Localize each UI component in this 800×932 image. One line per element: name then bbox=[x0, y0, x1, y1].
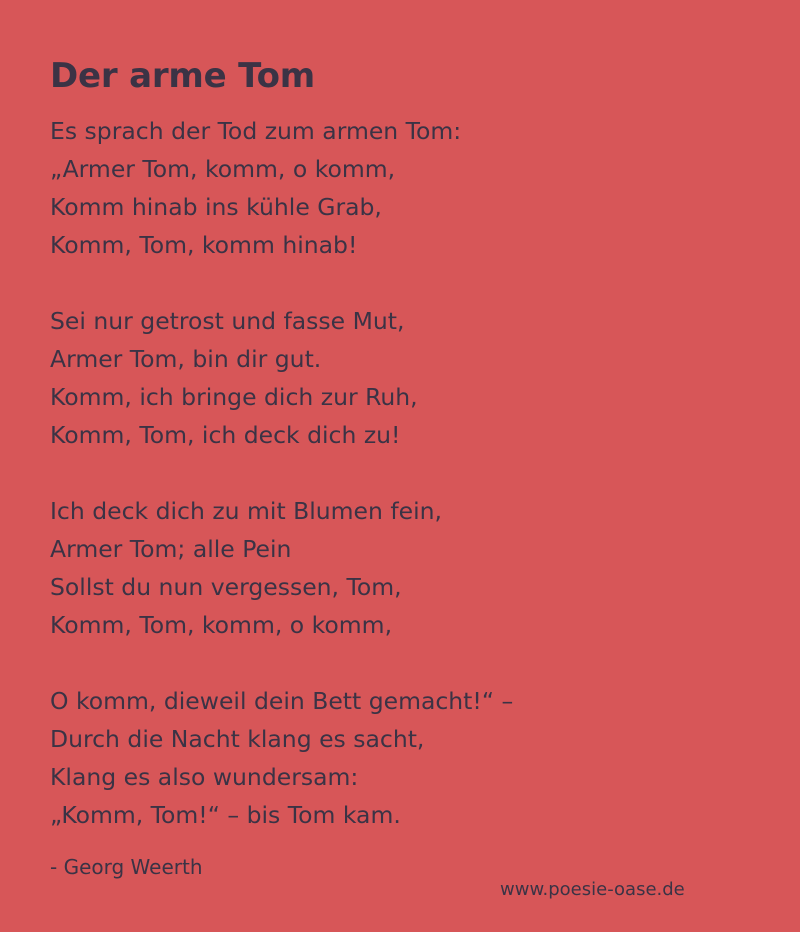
stanza bbox=[50, 682, 750, 834]
poem-line: „Komm, Tom!“ – bis Tom kam. bbox=[50, 801, 401, 829]
stanza-gap bbox=[50, 454, 750, 492]
poem-title: Der arme Tom bbox=[50, 56, 315, 96]
poem-line: Komm hinab ins kühle Grab, bbox=[50, 193, 382, 221]
poem-line: Ich deck dich zu mit Blumen fein, bbox=[50, 497, 443, 525]
poem-line: Komm, ich bringe dich zur Ruh, bbox=[50, 383, 418, 411]
poem-author: - Georg Weerth bbox=[50, 855, 203, 879]
poem-line: „Armer Tom, komm, o komm, bbox=[50, 155, 396, 183]
stanza bbox=[50, 492, 750, 644]
poem-line: Armer Tom; alle Pein bbox=[50, 535, 292, 563]
stanza-gap bbox=[50, 644, 750, 682]
poem-body bbox=[50, 112, 750, 834]
website-link[interactable]: www.poesie-oase.de bbox=[500, 879, 685, 900]
poem-line: Es sprach der Tod zum armen Tom: bbox=[50, 117, 462, 145]
poem-line: Durch die Nacht klang es sacht, bbox=[50, 725, 425, 753]
stanza bbox=[50, 112, 750, 264]
poem-line: Klang es also wundersam: bbox=[50, 763, 359, 791]
poem-line: Sollst du nun vergessen, Tom, bbox=[50, 573, 402, 601]
stanza bbox=[50, 302, 750, 454]
poem-line: Sei nur getrost und fasse Mut, bbox=[50, 307, 405, 335]
poem-line: Armer Tom, bin dir gut. bbox=[50, 345, 322, 373]
stanza-gap bbox=[50, 264, 750, 302]
poem-line: Komm, Tom, ich deck dich zu! bbox=[50, 421, 401, 449]
poem-line: Komm, Tom, komm, o komm, bbox=[50, 611, 393, 639]
poem-line: O komm, dieweil dein Bett gemacht!“ – bbox=[50, 687, 514, 715]
poem-line: Komm, Tom, komm hinab! bbox=[50, 231, 358, 259]
